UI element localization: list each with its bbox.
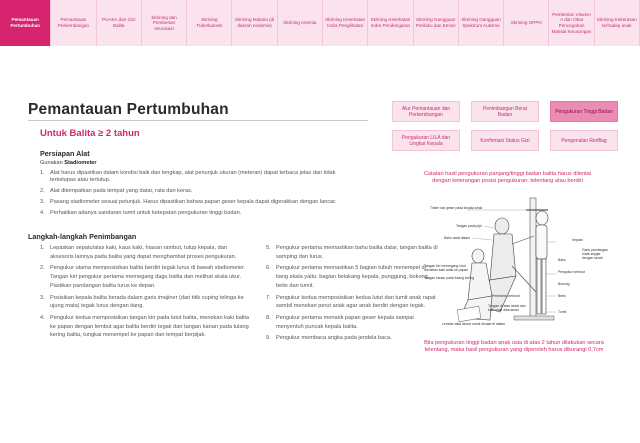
tab-penglihatan[interactable]: Skrining Kesehatan Indra Penglihatan: [323, 0, 368, 46]
sub-nav: [392, 101, 620, 151]
page-subtitle: Untuk Balita ≥ 2 tahun: [40, 128, 140, 139]
tab-puaka-gizi[interactable]: PUAKA dan Gizi Balita: [97, 0, 142, 46]
list-item: 3. Posisikan kepala balita berada dalam garis imajiner (dari titik cuping telinga ke ujung mata) tegak lurus dengan tiang.: [40, 294, 244, 310]
langkah-heading: Langkah-langkah Penimbangan: [28, 232, 137, 241]
persiapan-heading: Persiapan Alat: [40, 149, 90, 158]
subnav-alur-button[interactable]: Alur Pemantauan dan Perkembangan: [392, 101, 460, 122]
tab-anemia[interactable]: Skrining Anemia: [278, 0, 323, 46]
list-item: 2. Alat ditempatkan pada tempat yang datar, rata dan keras.: [40, 188, 193, 194]
figure-note: Bila pengukuran tinggi badan anak usia di atas 2 tahun dilakukan secara telentang, maka hasil pengukuran yang diperoleh harus dikurangi 0,7cm: [424, 340, 604, 353]
list-item: 3. Pasang stadiometer sesuai petunjuk. Harus dipastikan bahwa papan geser kepala dapat digerakkan dengan lancar.: [40, 199, 337, 205]
subnav-redflag-button[interactable]: Pengenalan Redflag: [550, 130, 618, 151]
list-item: 2. Pengukur utama memposisikan balita berdiri tegak lurus di bawah stadiometer. Tangan kiri pengukur pertama memegang dagu balita dan melihat skala ukur. Pastikan pandangan balita lurus ke depan.: [40, 265, 246, 289]
base-plate: [514, 316, 554, 320]
persiapan-list: [40, 170, 340, 221]
child-figure: [536, 211, 548, 314]
tool-name: Stadiometer: [64, 160, 97, 166]
list-item: 4. Pengukur kedua memposisikan tangan kiri pada lutut balita, menekan kaki balita ke papan dengan lembut agar balita berdiri tegak dan tangan kanan pada tulang kering balita, tungkai menempel ke papan dan tempat berpijak.: [40, 314, 250, 339]
label-pembantu: Pembantu berlutut: [492, 294, 520, 298]
label-pipi: Tangan pada pipi: [456, 224, 482, 228]
label-tangan-kanan: Tangan kanan pada tulang kering: [424, 276, 475, 280]
label-kepala: Kepala: [572, 238, 583, 242]
title-divider: [28, 120, 368, 121]
list-item: 1. Lepaskan sepatu/alas kaki, kaus kaki, hiasan rambut, tutup kepala, dan aksesoris lainnya pada balita yang dapat menghambat proses pengukuran.: [40, 245, 237, 260]
list-item: 6. Pengukur pertama memastikan 5 bagian tubuh menempel di tiang skala yaitu: bagian belakang kepala, punggung, bokong, betis dan tumit.: [266, 265, 430, 289]
label-bahu: Bahu: [558, 258, 566, 262]
subnav-tinggi-badan-button[interactable]: Pengukuran Tinggi Badan: [550, 101, 618, 122]
label-bahu-dalam: Bahu awal dalam: [444, 236, 471, 240]
tab-kekerasan[interactable]: Skrining Kekerasan terhadap anak: [595, 0, 640, 46]
tab-pendengaran[interactable]: Skrining Kesehatan Indra Pendengaran: [368, 0, 413, 46]
clipboard: [457, 306, 481, 322]
tool-prefix: Gunakan: [40, 160, 65, 166]
tab-malaria[interactable]: Skrining Malaria (di daerah endemis): [232, 0, 277, 46]
label-slider: Tinker sisi geser pada kepala anak: [430, 206, 483, 210]
label-tangan-lantai: Tangan di atas lantai dan kaki anak diluruskan: [488, 304, 526, 312]
page-title: Pemantauan Pertumbuhan: [28, 101, 229, 118]
tool-label: [40, 160, 97, 166]
tab-vitamin-a[interactable]: Pemberian Vitamin A dan Obat Pencegahan Massal Kecacingan: [549, 0, 594, 46]
tab-pemantauan-pertumbuhan[interactable]: Pemantauan Pertumbuhan: [0, 0, 51, 46]
list-item: 8. Pengukur pertama menarik papan geser kepala sampai menyentuh puncak kepala balita.: [266, 314, 414, 330]
langkah-list-col2: [266, 244, 438, 346]
subnav-status-gizi-button[interactable]: Konfirmasi Status Gizi: [471, 130, 539, 151]
list-item: 4. Perhatikan adanya sandaran tumit untuk ketepatan pengukuran tinggi badan.: [40, 210, 242, 216]
list-item: 1. Alat harus dipastikan dalam kondisi baik dan lengkap, alat penunjuk ukuran (meteran) dapat terbaca jelas dan tidak terkelupas atau tertutup.: [40, 170, 336, 183]
tab-pemantauan-perkembangan[interactable]: Pemantauan Perkembangan: [51, 0, 96, 46]
label-garis-pandangan: Garis pandangan mata sejajar dengan tanah: [582, 248, 609, 260]
label-lembar-data: Lembar data lamun untuk dicatat di dalam: [442, 322, 506, 326]
top-nav: [0, 0, 640, 46]
subnav-berat-badan-button[interactable]: Penimbangan Berat Badan: [471, 101, 539, 122]
tab-perilaku-emosi[interactable]: Skrining Gangguan Perilaku dan Emosi: [414, 0, 459, 46]
langkah-list-col1: [40, 244, 252, 343]
label-bokong: Bokong: [558, 282, 570, 286]
subnav-lila-button[interactable]: Pengukuran LILA dan Lingkar Kepala: [392, 130, 460, 151]
label-tumit: Tumit: [558, 310, 567, 314]
list-item: 7. Pengukur kedua memposisikan kedua lutut dan tumit anak rapat sambil menekan perut anak agar anak berdiri dengan tegak.: [266, 294, 436, 310]
list-item: 5. Pengukur pertama memastikan bahu balita datar, tangan balita di samping dan lurus.: [266, 245, 438, 260]
label-tangan-kiri: Tangan kiri memegang lutut menekan kaki anak ke papan: [424, 264, 469, 272]
tab-tuberkulosis[interactable]: Skrining Tuberkulosis: [187, 0, 232, 46]
label-pengukur-berlutut: Pengukur berlutut: [558, 270, 585, 274]
tab-imunisasi[interactable]: Skrining dan Pemberian Imunisasi: [142, 0, 187, 46]
figure-caption: Catatan hasil pengukuran panjang/tinggi badan balita harus dilentai dengan keterangan posisi pengukuran: telentang atau berdiri: [423, 171, 591, 184]
tab-gpph[interactable]: Skrining GPPH: [504, 0, 549, 46]
stadiometer-pole: [530, 198, 536, 318]
tab-autisme[interactable]: Skrining Gangguan Spektrum Autisme: [459, 0, 504, 46]
list-item: 9. Pengukur membaca angka pada jendela baca.: [266, 335, 392, 342]
measurement-illustration: [424, 196, 609, 330]
label-betis: Betis: [558, 294, 566, 298]
